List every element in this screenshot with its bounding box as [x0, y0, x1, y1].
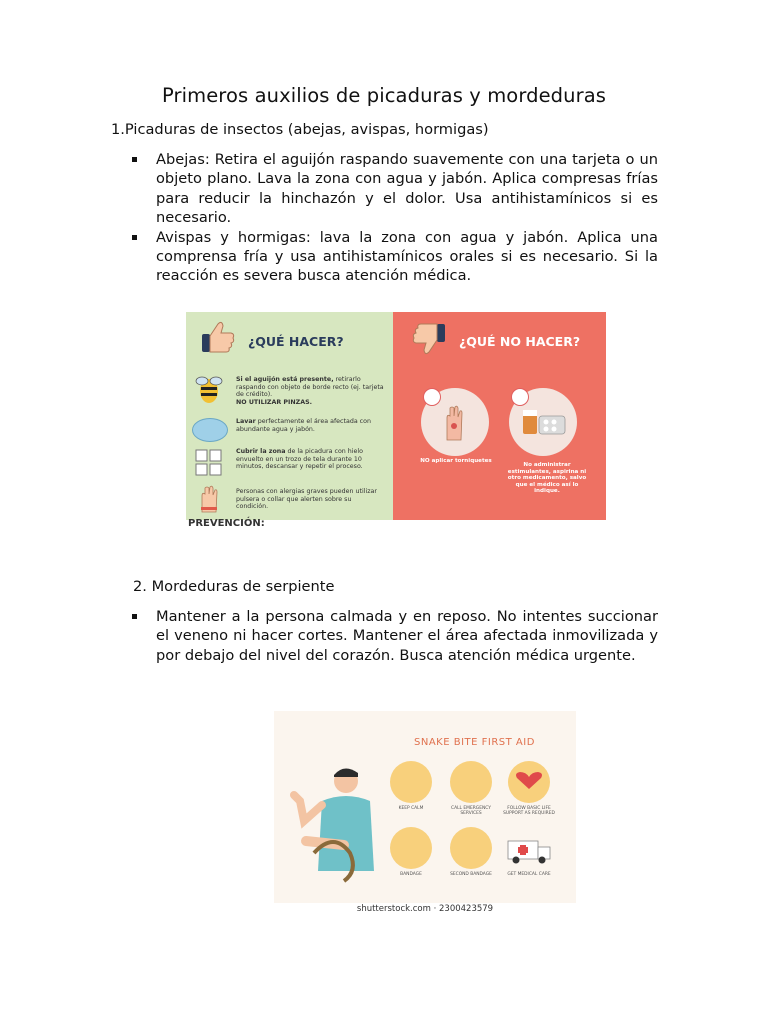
bullet-icon	[132, 235, 137, 240]
step-basic-life-support: FOLLOW BASIC LIFE SUPPORT AS REQUIRED	[503, 806, 555, 816]
section1-heading: 1.Picaduras de insectos (abejas, avispas, hormigas)	[111, 121, 489, 138]
step-get-medical-care: GET MEDICAL CARE	[507, 872, 551, 877]
step-call-emergency: CALL EMERGENCY SERVICES	[451, 806, 491, 816]
do-title: ¿QUÉ HACER?	[248, 334, 344, 349]
image-watermark: shutterstock.com · 2300423579	[356, 904, 494, 914]
do-item-2: Lavar perfectamente el área afectada con abundante agua y jabón.	[236, 418, 371, 433]
ambulance-icon	[506, 835, 554, 865]
step-keep-calm: KEEP CALM	[398, 806, 424, 811]
do-item-1: Si el aguijón está presente, retirarlo raspando con objeto de borde recto (ej. tarjeta de crédito). NO UTILIZAR PINZAS.	[236, 376, 384, 406]
step-second-bandage: SECOND BANDAGE	[450, 872, 492, 877]
section2-bullets	[132, 607, 658, 665]
second-bandage-icon	[450, 827, 492, 869]
document-title: Primeros auxilios de picaduras y mordeduras	[161, 84, 607, 107]
keep-calm-icon	[390, 761, 432, 803]
bullet-avispas: Avispas y hormigas: lava la zona con agua y jabón. Aplica una comprensa fría y usa antihistamínicos orales si es necesario. Si la reacción es severa busca atención médica.	[132, 228, 658, 286]
bracelet-hand-icon	[194, 484, 224, 514]
cross-mark-icon	[423, 388, 441, 406]
bullet-abejas: Abejas: Retira el aguijón raspando suavemente con una tarjeta o un objeto plano. Lava la zona con agua y jabón. Aplica compresas frías para reducir la hinchazón y el dolor. Usa antihistamínicos si es necesario.	[132, 150, 658, 228]
pills-icon	[519, 402, 569, 442]
dont-item-1: NO aplicar torniquetes	[420, 458, 492, 464]
bullet-icon	[132, 157, 137, 162]
snake-bite-infographic	[274, 711, 576, 903]
snake-infographic-title: SNAKE BITE FIRST AID	[414, 737, 535, 748]
heart-icon	[514, 771, 544, 791]
section1-bullets	[132, 150, 658, 286]
section2-heading: 2. Mordeduras de serpiente	[133, 578, 335, 595]
hand-injury-icon	[437, 402, 477, 442]
step-bandage: BANDAGE	[400, 872, 422, 877]
dont-title: ¿QUÉ NO HACER?	[459, 334, 581, 349]
soap-icon	[192, 418, 228, 442]
bandage-icon	[390, 827, 432, 869]
dont-item-2: No administrar estimulantes, aspirina ni otro medicamento, salvo que el médico así lo indique.	[507, 462, 587, 495]
do-panel	[186, 312, 393, 520]
do-item-4: Personas con alergias graves pueden utilizar pulsera o collar que alerten sobre su condición.	[236, 488, 377, 511]
phone-icon	[450, 761, 492, 803]
thumbs-down-icon	[409, 320, 449, 360]
person-snake-bite-illustration	[284, 761, 394, 891]
bullet-serpiente: Mantener a la persona calmada y en reposo. No intentes succionar el veneno ni hacer cortes. Mantener el área afectada inmovilizada y por debajo del nivel del corazón. Busca atención médica urgente.	[132, 607, 658, 665]
cross-mark-icon	[511, 388, 529, 406]
dont-panel	[393, 312, 606, 520]
ice-icon	[194, 448, 224, 478]
bee-icon	[192, 372, 226, 406]
do-item-3: Cubrir la zona de la picadura con hielo envuelto en un trozo de tela durante 10 minutos, descansar y repetir el proceso.	[236, 448, 364, 471]
bullet-icon	[132, 614, 137, 619]
insect-sting-infographic	[186, 312, 606, 528]
thumbs-up-icon	[198, 316, 238, 356]
prevention-label: PREVENCIÓN:	[188, 518, 265, 528]
